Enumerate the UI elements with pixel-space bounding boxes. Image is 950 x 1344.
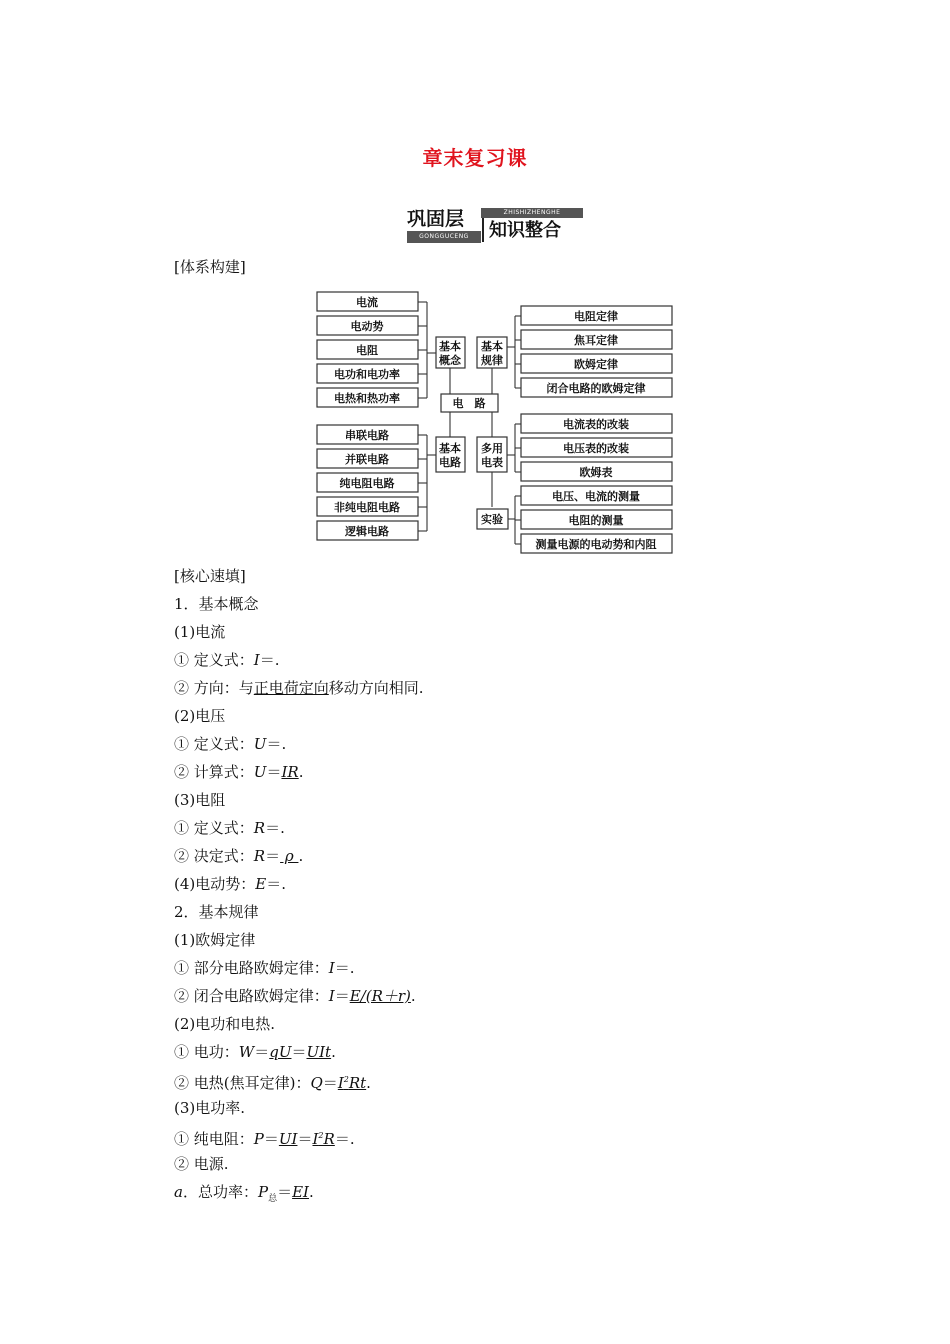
fill-answer: 正电荷定向 — [253, 679, 329, 697]
node-label: 欧姆表 — [579, 466, 613, 479]
node-label: 电阻 — [356, 344, 378, 357]
text-line — [174, 734, 286, 754]
banner-left-word: 巩固层 — [407, 208, 465, 230]
diagram-node — [521, 330, 672, 349]
diagram-node — [317, 340, 418, 359]
exponent: 2 — [343, 1075, 349, 1084]
right-top-connectors — [507, 316, 521, 388]
hub-label: 规律 — [481, 354, 503, 367]
hub-multimeter — [477, 437, 507, 472]
text-span: ① 定义式： — [174, 819, 254, 837]
node-label: 电压表的改装 — [563, 442, 629, 455]
text-span: ＝ — [263, 1130, 279, 1148]
text-line: (2)电压 — [174, 707, 226, 725]
text-span: ．总功率： — [182, 1183, 258, 1201]
text-span: ② 闭合电路欧姆定律： — [174, 987, 329, 1005]
diagram-node — [521, 534, 672, 553]
text-span: ① 纯电阻： — [174, 1130, 254, 1148]
text-line — [174, 846, 303, 866]
text-span: ＝ — [297, 1130, 313, 1148]
text-span: . — [308, 1183, 314, 1201]
node-label: 测量电源的电动势和内阻 — [535, 538, 657, 551]
center-node — [441, 394, 498, 412]
text-span: ① 定义式： — [174, 735, 254, 753]
text-line — [174, 958, 355, 978]
right-bottom-connectors — [508, 496, 521, 544]
fill-answer: UIt — [306, 1043, 332, 1061]
node-label: 串联电路 — [345, 429, 389, 442]
text-line — [174, 1042, 336, 1062]
diagram-node — [521, 486, 672, 505]
text-span: ＝ — [277, 1183, 293, 1201]
math-var: R — [253, 819, 266, 837]
text-line: ② 电源. — [174, 1155, 229, 1173]
text-line: (2)电功和电热. — [174, 1015, 276, 1033]
node-label: 并联电路 — [345, 453, 389, 466]
text-span: . — [298, 763, 304, 781]
node-label: 逻辑电路 — [345, 525, 389, 538]
text-span: . — [298, 847, 304, 865]
text-span: ② 电热(焦耳定律)： — [174, 1074, 311, 1092]
text-line — [174, 1070, 371, 1093]
page-title: 章末复习课 — [422, 146, 528, 170]
fill-answer — [312, 1130, 334, 1148]
node-label: 电阻的测量 — [568, 514, 624, 527]
text-span: ＝. — [265, 819, 285, 837]
hub-label: 基本 — [481, 340, 503, 353]
text-span: ＝. — [266, 735, 287, 753]
node-label: 电动势 — [350, 320, 384, 333]
fill-answer — [338, 1074, 366, 1092]
diagram-node — [521, 414, 672, 433]
text-span: ＝ — [291, 1043, 307, 1061]
math-var: I — [328, 959, 335, 977]
text-line — [174, 1182, 314, 1209]
text-line — [174, 678, 424, 698]
text-line — [174, 986, 416, 1006]
text-line — [174, 874, 286, 894]
text-span: (4)电动势： — [174, 875, 256, 893]
hub-label: 实验 — [481, 513, 503, 526]
hub-label: 多用 — [481, 442, 503, 455]
diagram-node — [317, 292, 418, 311]
section-heading-system: [体系构建] — [174, 258, 246, 276]
hub-label: 电路 — [439, 456, 461, 469]
diagram-node — [521, 462, 672, 481]
math-var: U — [253, 763, 267, 781]
hub-basic-circuits — [436, 437, 465, 472]
node-label: 电阻定律 — [574, 310, 618, 323]
banner-right-pinyin: ZHISHIZHENGHE — [481, 208, 583, 218]
banner-left-pinyin: GONGGUCENG — [407, 231, 481, 243]
text-span: ② 方向：与 — [174, 679, 254, 697]
node-label: 欧姆定律 — [574, 358, 618, 371]
node-label: 纯电阻电路 — [339, 477, 395, 490]
diagram-node — [317, 364, 418, 383]
math-var: I — [328, 987, 335, 1005]
left-top-connectors — [418, 302, 436, 398]
diagram-node — [317, 449, 418, 468]
text-span: ＝. — [334, 1130, 355, 1148]
math-var: Rt — [348, 1074, 367, 1092]
fill-answer: EI — [292, 1183, 309, 1201]
text-line: 2．基本规律 — [174, 903, 259, 921]
fill-answer: qU — [269, 1043, 292, 1061]
text-span: ① 部分电路欧姆定律： — [174, 959, 329, 977]
hub-label: 电表 — [481, 456, 503, 469]
math-var: Q — [310, 1074, 323, 1092]
diagram-node — [521, 378, 672, 397]
hub-basic-laws — [477, 337, 507, 368]
diagram-node — [521, 306, 672, 325]
node-label: 非纯电阻电路 — [334, 501, 400, 514]
diagram-node — [317, 425, 418, 444]
text-line: (1)电流 — [174, 623, 226, 641]
text-span: ＝ — [334, 987, 350, 1005]
section-heading-core: [核心速填] — [174, 567, 246, 585]
text-span: ＝ — [266, 763, 282, 781]
math-var: I — [253, 651, 260, 669]
diagram-node — [317, 497, 418, 516]
text-span: ＝. — [259, 651, 280, 669]
math-var: U — [253, 735, 267, 753]
hub-label: 概念 — [439, 354, 461, 367]
hub-label: 基本 — [439, 340, 461, 353]
text-line: (3)电阻 — [174, 791, 226, 809]
text-line — [174, 1126, 355, 1149]
text-span: . — [410, 987, 416, 1005]
math-var: I — [312, 1130, 319, 1148]
text-line: (1)欧姆定律 — [174, 931, 256, 949]
text-span: ① 电功： — [174, 1043, 239, 1061]
math-var: I — [337, 1074, 344, 1092]
node-label: 电压、电流的测量 — [552, 490, 640, 503]
diagram-node — [317, 388, 418, 407]
node-label: 闭合电路的欧姆定律 — [546, 382, 646, 395]
fill-answer: E/(R＋r) — [349, 987, 411, 1005]
hub-basic-concepts — [436, 337, 465, 368]
math-var: P — [257, 1183, 269, 1201]
math-var: R — [323, 1130, 335, 1148]
fill-answer: UI — [278, 1130, 298, 1148]
banner-right-word: 知识整合 — [489, 220, 561, 241]
text-span: ＝. — [266, 875, 286, 893]
math-var: W — [238, 1043, 255, 1061]
math-var: R — [253, 847, 266, 865]
math-var: P — [253, 1130, 264, 1148]
text-span: ② 计算式： — [174, 763, 254, 781]
node-label: 电流表的改装 — [563, 418, 629, 431]
subscript: 总 — [268, 1194, 278, 1204]
text-line — [174, 650, 280, 670]
text-line: 1．基本概念 — [174, 595, 259, 613]
hub-experiment — [477, 509, 508, 529]
diagram-node — [521, 354, 672, 373]
node-label: 焦耳定律 — [574, 334, 618, 347]
diagram-node — [521, 438, 672, 457]
right-mid-connectors — [507, 424, 521, 472]
text-span: ＝ — [254, 1043, 270, 1061]
diagram-node — [317, 316, 418, 335]
hub-label: 基本 — [439, 442, 461, 455]
text-span: ＝. — [334, 959, 355, 977]
diagram-node — [521, 510, 672, 529]
text-line: (3)电功率. — [174, 1099, 246, 1117]
node-label: 电热和热功率 — [334, 392, 400, 405]
text-span: . — [331, 1043, 336, 1061]
text-span: ② 决定式： — [174, 847, 254, 865]
diagram-node — [317, 473, 418, 492]
math-var: E — [255, 875, 267, 893]
node-label: 电功和电功率 — [334, 368, 400, 381]
math-var: a — [174, 1183, 183, 1201]
text-span: ① 定义式： — [174, 651, 254, 669]
text-span: ＝ — [265, 847, 281, 865]
text-line — [174, 818, 285, 838]
center-label: 电 路 — [452, 397, 486, 410]
diagram-node — [317, 521, 418, 540]
text-span: . — [366, 1074, 371, 1092]
node-label: 电流 — [356, 296, 378, 309]
text-span: 移动方向相同. — [328, 679, 424, 697]
exponent: 2 — [318, 1131, 324, 1140]
fill-answer: IR — [281, 763, 299, 781]
fill-answer: ρ — [280, 847, 299, 865]
text-span: ＝ — [322, 1074, 338, 1092]
text-line — [174, 762, 303, 782]
left-bottom-connectors — [418, 435, 436, 531]
